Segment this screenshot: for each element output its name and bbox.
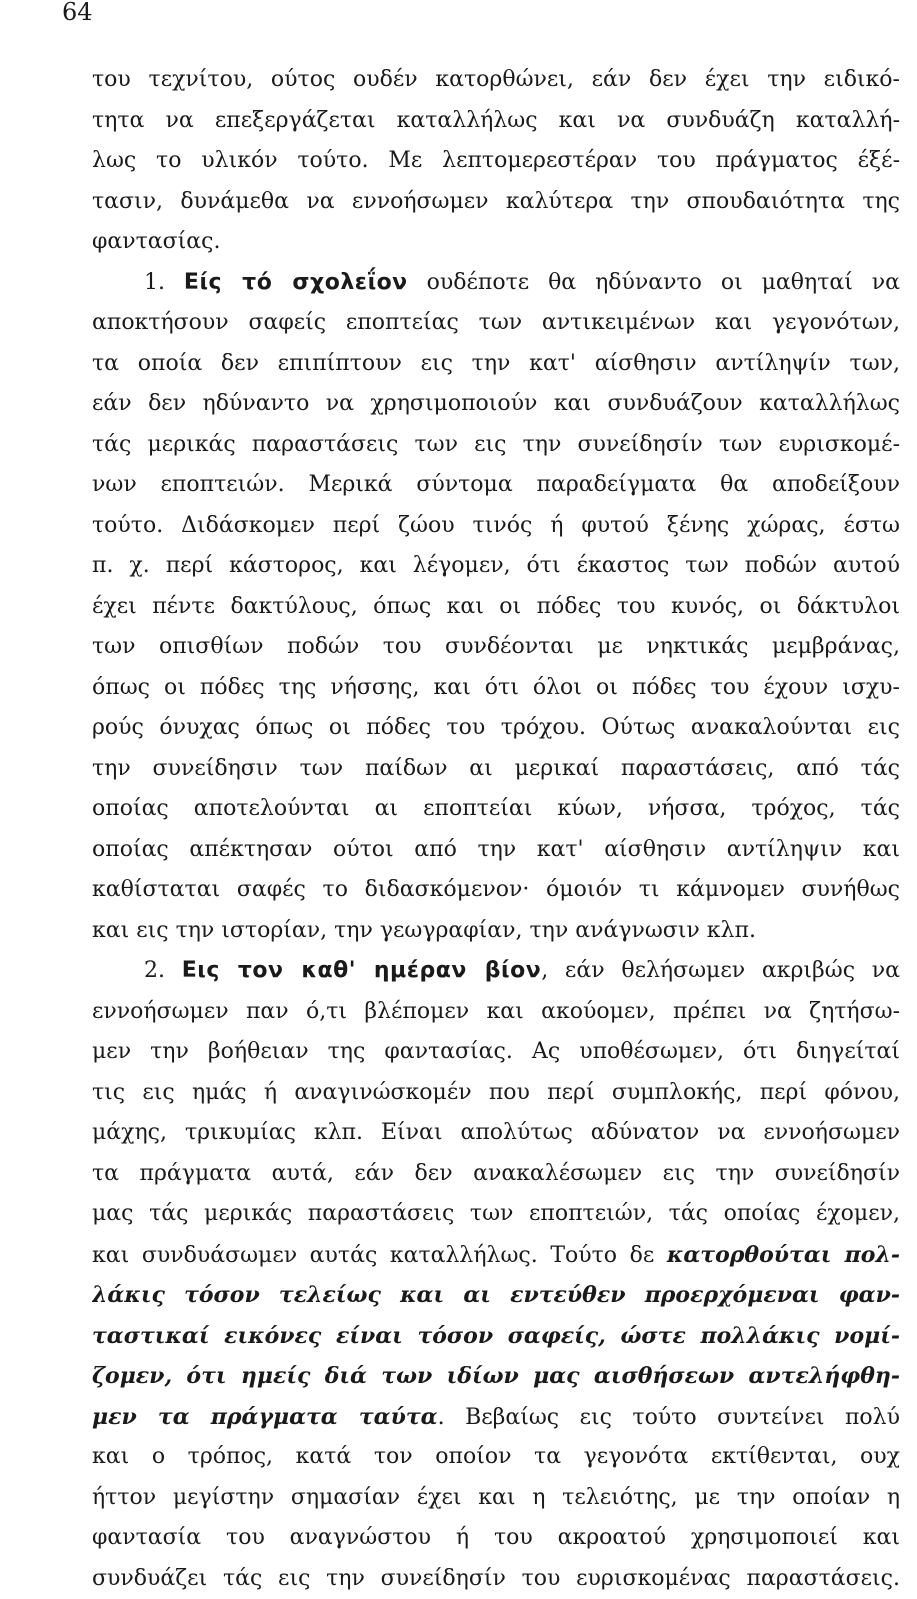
text-line: των οπισθίων ποδών του συνδέονται με νηκτικάς μεμβράνας, bbox=[92, 627, 900, 668]
text-line: ρούς όνυχας όπως οι πόδες του τρόχου. Ούτως ανακαλούνται εις bbox=[92, 708, 900, 749]
text-line: λως το υλικόν τούτο. Με λεπτομερεστέραν του πράγματος έξέ- bbox=[92, 141, 900, 182]
text-line: μεν τα πράγματα ταύτα. Βεβαίως εις τούτο συντείνει πολύ bbox=[92, 1397, 900, 1438]
text-line: όπως οι πόδες της νήσσης, και ότι όλοι οι πόδες του έχουν ισχυ- bbox=[92, 668, 900, 709]
text-line: εάν δεν ηδύναντο να χρησιμοποιούν και συνδυάζουν καταλλήλως bbox=[92, 384, 900, 425]
text-line: φαντασία του αναγνώστου ή του ακροατού χρησιμοποιεί και bbox=[92, 1518, 900, 1559]
text-line bbox=[92, 1316, 900, 1357]
section-heading-daily-life: Εις τον καθ' ημέραν βίον bbox=[182, 958, 541, 983]
text-line: νων εποπτειών. Μερικά σύντομα παραδείγματα θα αποδείξουν bbox=[92, 465, 900, 506]
text-line bbox=[92, 1356, 900, 1397]
text-line: και συνδυάσωμεν αυτάς καταλλήλως. Τούτο δε κατορθούται πολ- bbox=[92, 1235, 900, 1276]
text-line: και εις την ιστορίαν, την γεωγραφίαν, την ανάγνωσιν κλπ. bbox=[92, 911, 900, 952]
text-line: οποίας αποτελούνται αι εποπτείαι κύων, νήσσα, τρόχος, τάς bbox=[92, 789, 900, 830]
emphasis-text: κατορθούται πολ- bbox=[667, 1242, 900, 1268]
text-line: ήττον μεγίστην σημασίαν έχει και η τελειότης, με την οποίαν η bbox=[92, 1478, 900, 1519]
text-line: έχει πέντε δακτύλους, όπως και οι πόδες του κυνός, οι δάκτυλοι bbox=[92, 587, 900, 628]
text-line: μεν την βοήθειαν της φαντασίας. Ας υποθέσωμεν, ότι διηγείταί bbox=[92, 1032, 900, 1073]
text-line: τασιν, δυνάμεθα να εννοήσωμεν καλύτερα την σπουδαιότητα της bbox=[92, 182, 900, 223]
text-line: και ο τρόπος, κατά τον οποίον τα γεγονότα εκτίθενται, ουχ bbox=[92, 1437, 900, 1478]
text-line: τα οποία δεν επιπίπτουν εις την κατ' αίσθησιν αντίληψίν των, bbox=[92, 344, 900, 385]
page-number: 64 bbox=[62, 0, 93, 24]
paragraph-2-start: 2. Εις τον καθ' ημέραν βίον, εάν θελήσωμεν ακριβώς να bbox=[92, 951, 900, 992]
text-line: εννοήσωμεν παν ό,τι βλέπομεν και ακούομεν, πρέπει να ζητήσω- bbox=[92, 992, 900, 1033]
paragraph-1-start: 1. Είς τό σχολεΐον ουδέποτε θα ηδύναντο οι μαθηταί να bbox=[92, 263, 900, 304]
text-line bbox=[92, 1275, 900, 1316]
text-line: τούτο. Διδάσκομεν περί ζώου τινός ή φυτού ξένης χώρας, έστω bbox=[92, 506, 900, 547]
body-text bbox=[92, 60, 900, 1599]
emphasis-text: μεν τα πράγματα ταύτα bbox=[92, 1404, 438, 1430]
emphasis-text: ταστικαί εικόνες είναι τόσον σαφείς, ώστε πολλάκις νομί- bbox=[92, 1323, 900, 1349]
text-line: φαντασίας. bbox=[92, 222, 900, 263]
emphasis-text: λάκις τόσον τελείως και αι εντεύθεν προερχόμεναι φαν- bbox=[92, 1282, 900, 1308]
text-line: οποίας απέκτησαν ούτοι από την κατ' αίσθησιν αντίληψιν και bbox=[92, 830, 900, 871]
text-line: καθίσταται σαφές το διδασκόμενον· όμοιόν τι κάμνομεν συνήθως bbox=[92, 870, 900, 911]
text-line: π. χ. περί κάστορος, και λέγομεν, ότι έκαστος των ποδών αυτού bbox=[92, 546, 900, 587]
text-line: τα πράγματα αυτά, εάν δεν ανακαλέσωμεν εις την συνείδησίν bbox=[92, 1154, 900, 1195]
text-line: συνδυάζει τάς εις την συνείδησίν του ευρισκομένας παραστάσεις. bbox=[92, 1559, 900, 1599]
text-line: τις εις ημάς ή αναγινώσκομέν που περί συμπλοκής, περί φόνου, bbox=[92, 1073, 900, 1114]
text-line: αποκτήσουν σαφείς εποπτείας των αντικειμένων και γεγονότων, bbox=[92, 303, 900, 344]
text-line: μας τάς μερικάς παραστάσεις των εποπτειών, τάς οποίας έχομεν, bbox=[92, 1194, 900, 1235]
text-line: τητα να επεξεργάζεται καταλλήλως και να συνδυάζη καταλλή- bbox=[92, 101, 900, 142]
section-heading-school: Είς τό σχολεΐον bbox=[184, 270, 408, 295]
text-line: τάς μερικάς παραστάσεις των εις την συνείδησίν των ευρισκομέ- bbox=[92, 425, 900, 466]
text-line: του τεχνίτου, ούτος ουδέν κατορθώνει, εάν δεν έχει την ειδικό- bbox=[92, 60, 900, 101]
emphasis-text: ζομεν, ότι ημείς διά των ιδίων μας αισθήσεων αντελήφθη- bbox=[92, 1363, 900, 1389]
text-line: την συνείδησιν των παίδων αι μερικαί παραστάσεις, από τάς bbox=[92, 749, 900, 790]
text-line: μάχης, τρικυμίας κλπ. Είναι απολύτως αδύνατον να εννοήσωμεν bbox=[92, 1113, 900, 1154]
